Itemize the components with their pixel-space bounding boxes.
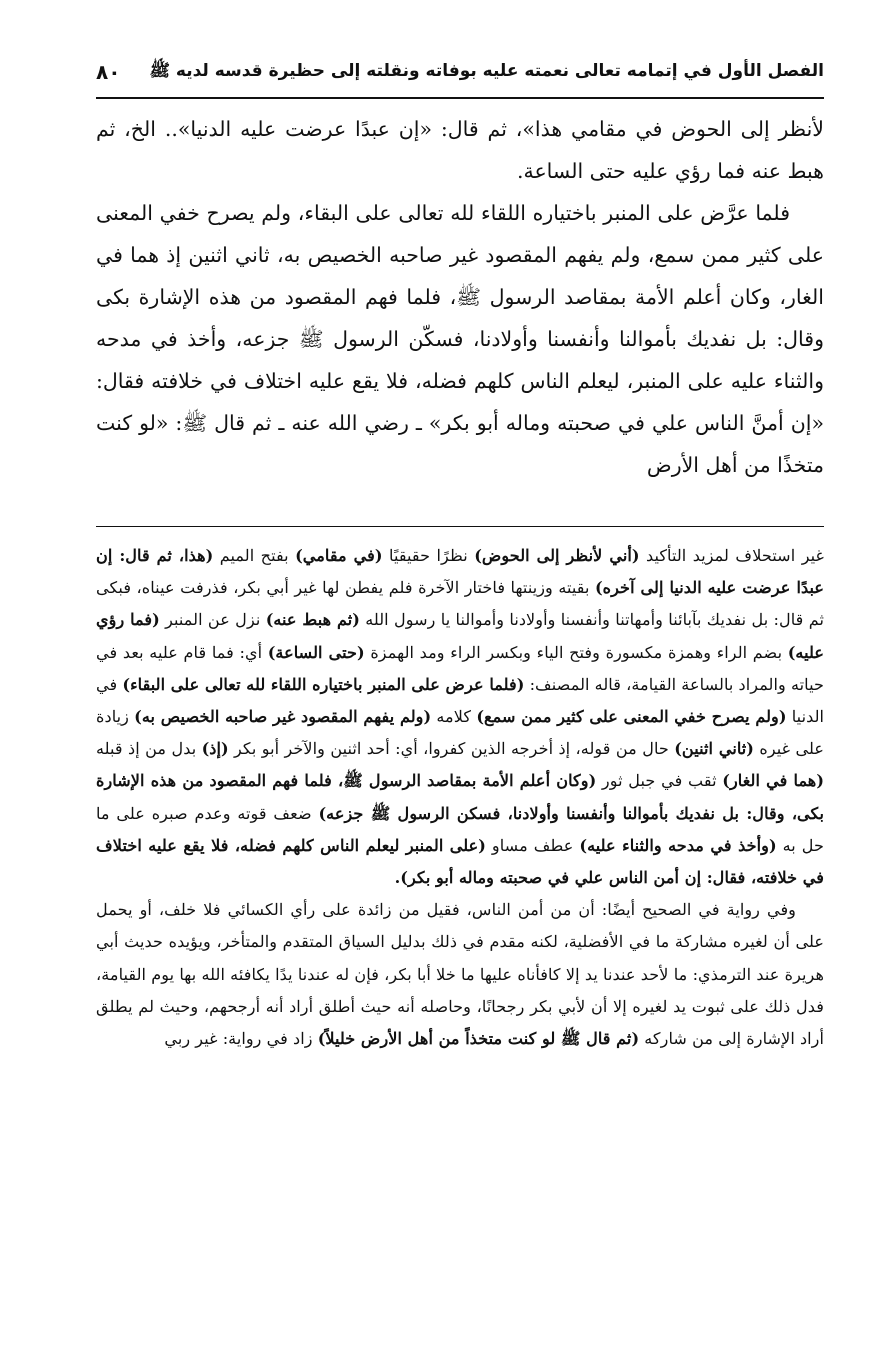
commentary-text-span: زيادة على غيره (96, 707, 824, 759)
quoted-text: (إذ) (201, 739, 229, 759)
commentary-text-span: في الدنيا (96, 674, 825, 727)
commentary-text-span: بفتح الميم (213, 546, 296, 565)
commentary-paragraph (96, 894, 824, 1055)
commentary-text-span: نظرًا حقيقيًا (382, 546, 475, 565)
running-title: الفصل الأول في إتمامه تعالى نعمته عليه بوفاته ونقلته إلى حظيرة قدسه لديه ﷺ (149, 60, 824, 81)
commentary-text (96, 540, 824, 1055)
commentary-text-span: بضم الراء وهمزة مكسورة وفتح الياء وبكسر الراء ومد الهمزة (364, 642, 788, 662)
commentary-text-span: غير استحلاف لمزيد التأكيد (639, 546, 824, 565)
quoted-text: (ثم هبط عنه) (265, 610, 360, 630)
quoted-text: (ولم يفهم المقصود غير صاحبه الخصيص به) (134, 707, 432, 727)
quoted-text: (وكان أعلم الأمة بمقاصد الرسول ﷺ، فلما فهم المقصود من هذه الإشارة بكى، وقال: بل نفديك بأموالنا وأنفسنا وأولادنا، فسكن الرسول ﷺ جزعه) (96, 771, 824, 823)
quoted-text: (ثم قال ﷺ لو كنت متخذاً من أهل الأرض خليلاً) (317, 1029, 640, 1049)
commentary-text-span: كلامه (431, 707, 477, 727)
quoted-text: (فما رؤي عليه) (96, 610, 824, 662)
quoted-text: (أني لأنظر إلى الحوض) (474, 546, 640, 565)
commentary-text-span: زاد في رواية: غير ربي (164, 1029, 318, 1049)
commentary-text-span: ضعف قوته وعدم صبره على ما حل به (96, 803, 824, 855)
commentary-text-span: بدل من إذ قبله (96, 739, 202, 759)
commentary-divider (96, 526, 824, 527)
page-number: ٨٠ (96, 60, 121, 84)
quoted-text: (هذا، ثم قال: إن عبدًا عرضت عليه الدنيا إلى آخره) (96, 546, 824, 598)
quoted-text: (وأخذ في مدحه والثناء عليه) (579, 835, 777, 855)
quoted-text: (في مقامي) (295, 546, 383, 565)
quoted-text: (على المنبر ليعلم الناس كلهم فضله، فلا يقع عليه اختلاف في خلافته، فقال: إن أمن الناس علي في صحبته وماله أبو بكر). (96, 835, 824, 888)
quoted-text: (فلما عرض على المنبر باختياره اللقاء لله تعالى على البقاء) (122, 674, 525, 694)
main-paragraph: لأنظر إلى الحوض في مقامي هذا»، ثم قال: «إن عبدًا عرضت عليه الدنيا».. الخ، ثم هبط عنه فما رؤي عليه حتى الساعة. (96, 117, 824, 183)
commentary-paragraph (96, 540, 824, 894)
main-paragraph: فلما عرَّض على المنبر باختياره اللقاء لله تعالى على البقاء، ولم يصرح خفي المعنى على كثير ممن سمع، ولم يفهم المقصود غير صاحبه الخصيص به، ثاني اثنين إذ هما في الغار، وكان أعلم الأمة بمقاصد الرسول ﷺ، فلما فهم المقصود من هذه الإشارة بكى وقال: بل نفديك بأموالنا وأنفسنا وأولادنا، فسكّن الرسول ﷺ جزعه، وأخذ في مدحه والثناء عليه على المنبر، ليعلم الناس كلهم فضله، فلا يقع عليه اختلاف في خلافته فقال: «إن أمنَّ الناس علي في صحبته وماله أبو بكر» ـ رضي الله عنه ـ ثم قال ﷺ: «لو كنت متخذًا من أهل الأرض (96, 201, 824, 477)
page-header (96, 52, 824, 92)
quoted-text: (ولم يصرح خفي المعنى على كثير ممن سمع) (476, 707, 787, 727)
commentary-text-span: حال من قوله، إذ أخرجه الذين كفروا، أي: أحد اثنين والآخر أبو بكر (228, 739, 675, 759)
commentary-text-span: بقيته وزينتها فاختار الآخرة فلم يفطن لها غير أبي بكر، فذرفت عيناه، فبكى ثم قال: بل نفديك بآبائنا وأمهاتنا وأنفسنا وأولادنا وأموالنا يا رسول الله (96, 578, 824, 630)
header-divider (96, 97, 824, 99)
main-text (96, 108, 824, 486)
commentary-text-span: نزل عن المنبر (159, 610, 266, 630)
commentary-text-span: وفي رواية في الصحيح أيضًا: أن من أمن الناس، فقيل من زائدة على رأي الكسائي فلا خلف، أو يحمل على أن لغيره مشاركة ما في الأفضلية، لكنه مقدم في ذلك بدليل السياق المتقدم والمتأخر، ويؤيده حديث أبي هريرة عند الترمذي: ما لأحد عندنا يد إلا كافأناه عليها ما خلا أبا بكر، فإن له عندنا يدًا يكافئه الله بها يوم القيامة، فدل ذلك على ثبوت يد لغيره إلا أن لأبي بكر رجحانًا، وحاصله أنه حيث أطلق أراد أنه أرجحهم، وحيث لم يطلق أراد الإشارة إلى من شاركه (96, 900, 824, 1049)
quoted-text: (هما في الغار) (722, 771, 824, 791)
quoted-text: (ثاني اثنين) (674, 739, 754, 759)
commentary-text-span: ثقب في جبل ثور (596, 771, 723, 791)
quoted-text: (حتى الساعة) (267, 642, 365, 662)
commentary-text-span: أي: فما قام عليه بعد في حياته والمراد بالساعة القيامة، قاله المصنف: (96, 642, 824, 694)
commentary-text-span: عطف مساو (485, 835, 580, 855)
